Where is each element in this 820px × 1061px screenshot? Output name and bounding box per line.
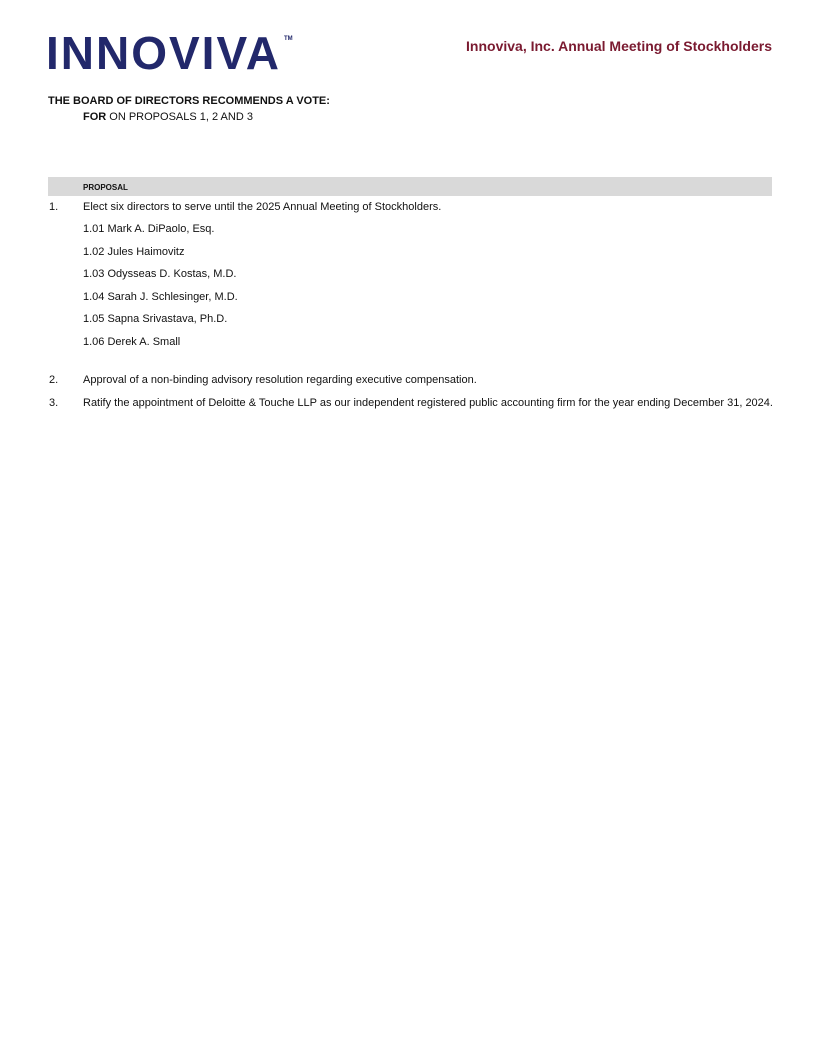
proposals-range-text: ON PROPOSALS 1, 2 AND 3: [106, 111, 253, 123]
proposal-number: 2.: [49, 374, 59, 386]
nominee-item: 1.04 Sarah J. Schlesinger, M.D.: [83, 291, 238, 303]
proposal-text: Elect six directors to serve until the 2025 Annual Meeting of Stockholders.: [83, 201, 442, 213]
company-logo: INNOVIVA: [46, 27, 281, 79]
proposal-header-bar: [48, 177, 772, 196]
proposal-column-label: PROPOSAL: [83, 183, 128, 192]
proposal-number: 1.: [49, 201, 59, 213]
proposal-number: 3.: [49, 397, 59, 409]
nominee-item: 1.02 Jules Haimovitz: [83, 246, 185, 258]
trademark-symbol: TM: [284, 36, 293, 42]
for-label: FOR: [83, 111, 107, 123]
nominee-item: 1.06 Derek A. Small: [83, 336, 181, 348]
proposal-text: Ratify the appointment of Deloitte & Touche LLP as our independent registered public accounting firm for the year ending December 31, 2024.: [83, 397, 773, 409]
board-recommendation-detail: [83, 110, 253, 124]
nominee-item: 1.03 Odysseas D. Kostas, M.D.: [83, 268, 237, 280]
nominee-item: 1.05 Sapna Srivastava, Ph.D.: [83, 313, 228, 325]
board-recommendation-heading: THE BOARD OF DIRECTORS RECOMMENDS A VOTE:: [48, 95, 330, 107]
nominee-item: 1.01 Mark A. DiPaolo, Esq.: [83, 223, 215, 235]
meeting-title: Innoviva, Inc. Annual Meeting of Stockholders: [466, 38, 772, 54]
proposal-text: Approval of a non-binding advisory resolution regarding executive compensation.: [83, 374, 477, 386]
